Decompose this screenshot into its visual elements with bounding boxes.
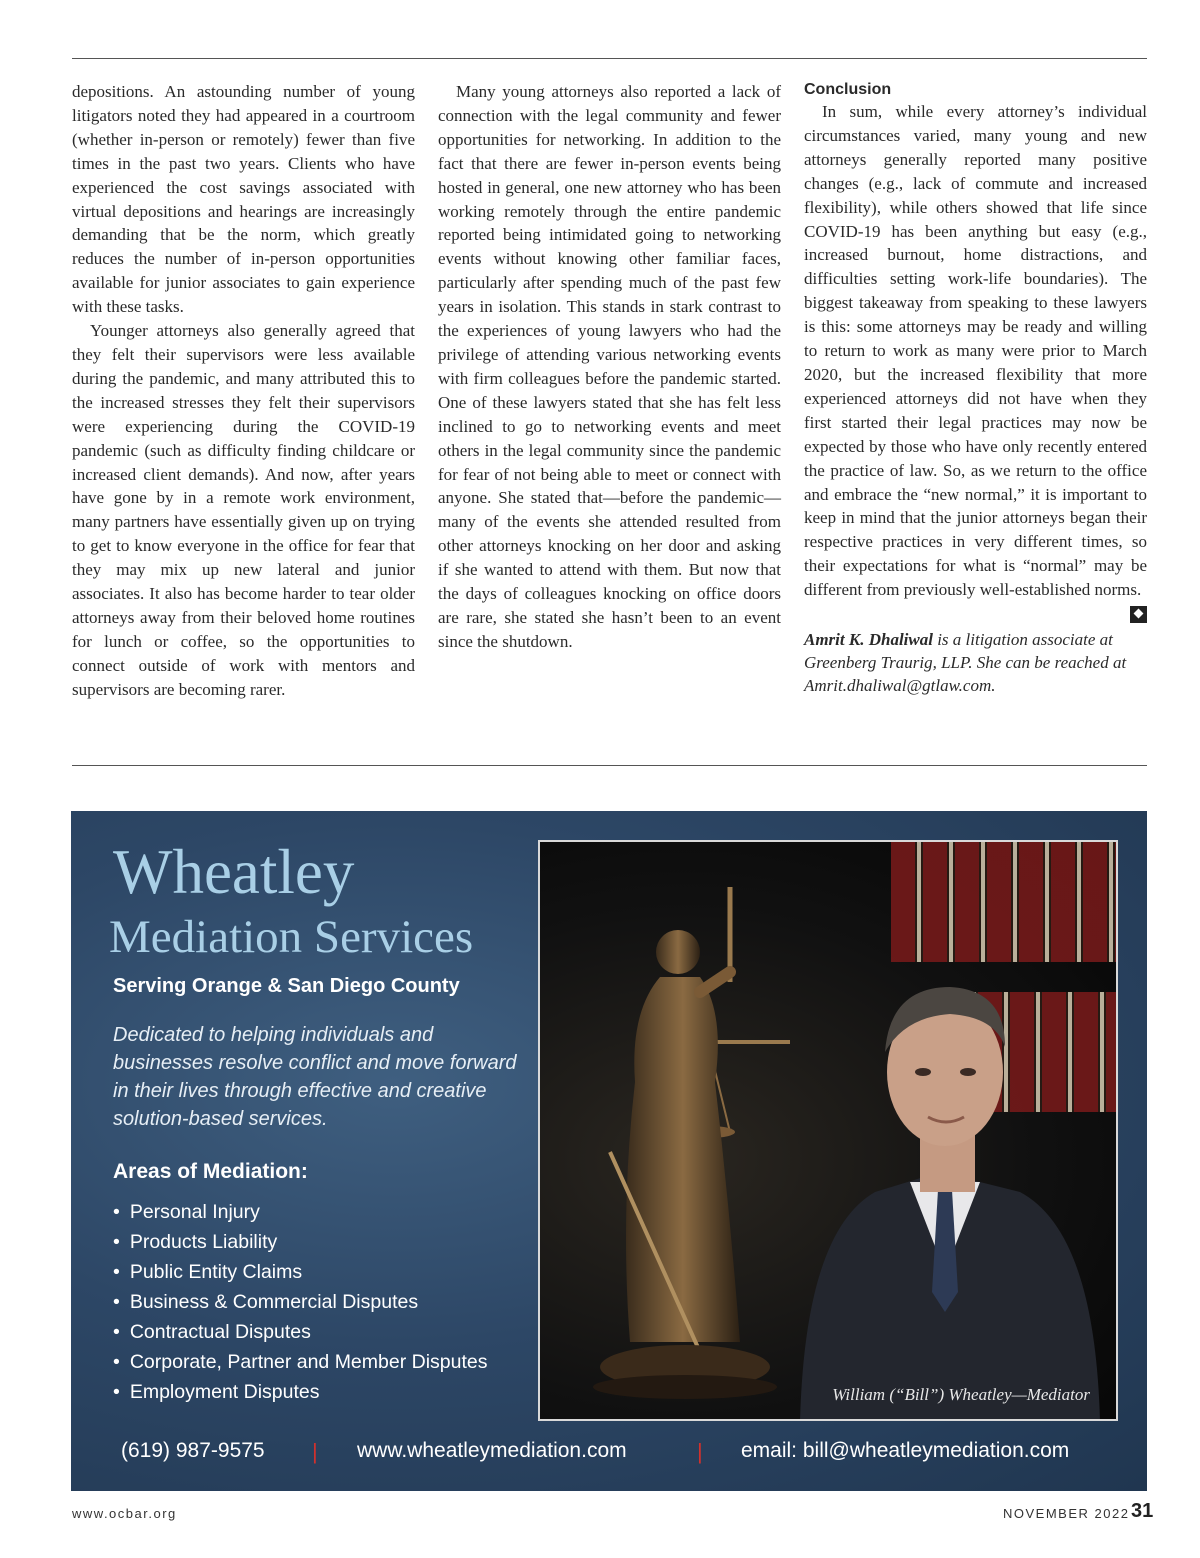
mediator-portrait-image: [780, 932, 1110, 1421]
list-item: • Products Liability: [113, 1227, 488, 1257]
end-mark-icon: [1130, 606, 1147, 623]
mediation-advertisement: [71, 811, 1147, 1491]
author-bio-text: is a litigation associate at Greenberg Traurig, LLP. She can be reached at Amrit.dhaliwal@gtlaw.com.: [804, 630, 1127, 696]
list-item: • Personal Injury: [113, 1197, 488, 1227]
phone-number[interactable]: (619) 987-9575: [121, 1439, 265, 1462]
separator: |: [697, 1439, 703, 1464]
email-link[interactable]: email: bill@wheatleymediation.com: [741, 1439, 1070, 1462]
page-number: 31: [1131, 1500, 1154, 1522]
paragraph: depositions. An astounding number of young litigators noted they had appeared in a courtroom (whether in-person or remotely) fewer than five times in the past two years. Clients who have experienced the cost savings associated with virtual depositions and hearings are increasingly demanding that be the norm, which greatly reduces the number of in-person opportunities available for junior associates to gain experience with these tasks.: [72, 82, 415, 317]
footer-issue-date: NOVEMBER 2022: [1003, 1506, 1130, 1521]
lady-justice-statue-image: [590, 882, 790, 1402]
list-item: • Employment Disputes: [113, 1377, 488, 1407]
ad-subtitle: Serving Orange & San Diego County: [113, 975, 460, 997]
author-bio: [804, 628, 1147, 697]
areas-heading: Areas of Mediation:: [113, 1160, 308, 1183]
author-name: Amrit K. Dhaliwal: [804, 630, 933, 650]
photo-caption: William (“Bill”) Wheatley—Mediator: [832, 1385, 1090, 1404]
ad-tagline: Dedicated to helping individuals and businesses resolve conflict and move forward in their lives through effective and creative solution-based services.: [113, 1024, 517, 1130]
article-column-1: [72, 80, 415, 702]
paragraph: Younger attorneys also generally agreed that they felt their supervisors were less available during the pandemic, and many attributed this to the increased stresses they felt their supervisors were experiencing during the COVID-19 pandemic (such as difficulty finding childcare or increased client demands). And now, after years have gone by in a remote work environment, many partners have essentially given up on trying to get to know everyone in the office for fear that they may mix up new lateral and junior associates. It also has become harder to tear older attorneys away from their beloved home routines for lunch or coffee, so the opportunities to connect outside of work with mentors and supervisors are becoming rarer.: [72, 321, 415, 699]
footer-website[interactable]: www.ocbar.org: [72, 1506, 177, 1521]
paragraph: Many young attorneys also reported a lack of connection with the legal community and fewer opportunities for networking. In addition to the fact that there are fewer in-person events being hosted in general, one new attorney who has been working remotely through the entire pandemic reported being intimidated going to networking events without knowing other familiar faces, particularly after spending much of the past few years in isolation. This stands in stark contrast to the experiences of young lawyers who had the privilege of attending various networking events with firm colleagues before the pandemic started. One of these lawyers stated that she has felt less inclined to go to networking events and meet others in the legal community since the pandemic for fear of not being able to meet or connect with anyone. She stated that—before the pandemic—many of the events she attended resulted from other attorneys knocking on her door and asking if she wanted to attend with them. But now that the days of colleagues knocking on office doors are rare, she stated she hasn’t been to an event since the shutdown.: [438, 82, 781, 651]
article-column-3: [804, 80, 1147, 697]
paragraph: [804, 100, 1147, 602]
list-item: • Corporate, Partner and Member Disputes: [113, 1347, 488, 1377]
list-item: • Contractual Disputes: [113, 1317, 488, 1347]
website-link[interactable]: www.wheatleymediation.com: [357, 1439, 627, 1462]
conclusion-text: In sum, while every attorney’s individual circumstances varied, many young and new attorneys generally reported many positive changes (e.g., lack of commute and increased flexibility), while others showed that life since COVID-19 has been anything but easy (e.g., increased burnout, home distractions, and difficulties setting work-life boundaries). The biggest takeaway from speaking to these lawyers is this: some attorneys may be ready and willing to return to work as many were prior to March 2020, but the increased flexibility that more experienced attorneys did not have when they first started their legal practices may now be expected by those who have only recently entered the practice of law. So, as we return to the office and embrace the “new normal,” it is important to keep in mind that the junior attorneys began their respective practices in very different times, so their expectations for what is “normal” may be different from previously well-established norms.: [804, 102, 1147, 600]
conclusion-heading: Conclusion: [804, 81, 892, 98]
ad-title: Wheatley: [113, 837, 355, 907]
list-item: • Public Entity Claims: [113, 1257, 488, 1287]
ad-contact-bar: [71, 1439, 1147, 1469]
list-item: • Business & Commercial Disputes: [113, 1287, 488, 1317]
article-column-2: [438, 80, 781, 654]
separator: |: [312, 1439, 318, 1464]
ad-title-secondary: Mediation Services: [109, 911, 474, 963]
top-rule: [72, 58, 1147, 59]
areas-list: [113, 1197, 488, 1407]
section-rule: [72, 765, 1147, 766]
mediator-photo: [538, 840, 1118, 1421]
